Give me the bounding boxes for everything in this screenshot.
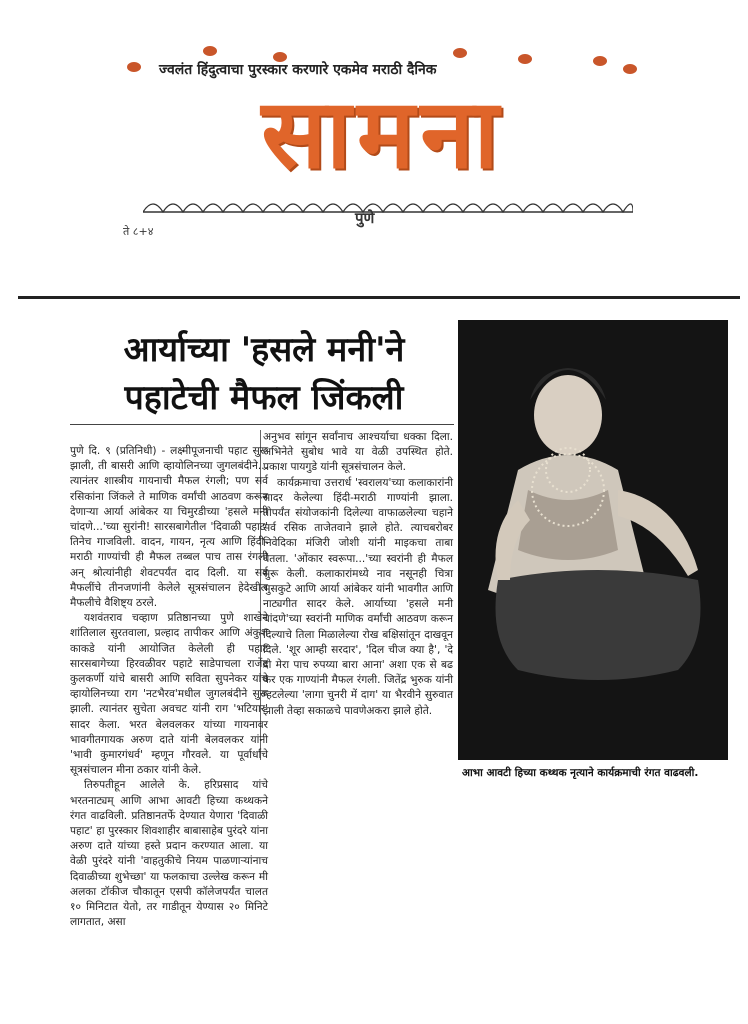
masthead-fence-decoration: [143, 190, 633, 220]
news-clipping: [18, 304, 740, 1014]
article-headline: आर्याच्या 'हसले मनी'ने पहाटेची मैफल जिंकली: [123, 330, 405, 418]
photo-caption: आभा आवटी हिच्या कथ्थक नृत्याने कार्यक्रमाची रंगत वाढवली.: [462, 767, 699, 779]
paragraph: तिरुपतीहून आलेले के. हरिप्रसाद यांचे भरतनाट्यम् आणि आभा आवटी हिच्या कथ्थकने रंगत वाढविली. प्रतिष्ठानतर्फे देण्यात येणारा 'दिवाळी पहाट' हा पुरस्कार शिवशाहीर बाबासाहेब पुरंदरे यांना अरुण दाते यांच्या हस्ते प्रदान करण्यात आला. या वेळी पुरंदरे यांनी 'वाहतुकीचे नियम पाळणाऱ्यांनाच दिवाळीच्या शुभेच्छा' या फलकाचा उल्लेख करून मी अलका टॉकीज चौकातून एसपी कॉलेजपर्यंत चालत १० मिनिटात येतो, तर गाडीतून येण्यास २० मिनिटे लागतात, असा: [70, 779, 268, 929]
newspaper-logo: सामना: [261, 78, 505, 190]
ornament-dot: [127, 62, 141, 72]
edition-label: पुणे: [355, 209, 375, 227]
paragraph: पुणे दि. ९ (प्रतिनिधी) - लक्ष्मीपूजनाची पहाट सुरू झाली, ती बासरी आणि व्हायोलिनच्या जुगलबंदीने... त्यानंतर शास्त्रीय गायनाची मैफल रंगली; पण सर्व रसिकांना जिंकले ते माणिक वर्मांची आठवण करून देणाऱ्या आर्या आंबेकर या चिमुरडीच्या 'हसले मनी चांदणे...'च्या सुरांनी! सारसबागेतील 'दिवाळी पहाट' तिनेच गाजविली. वादन, गायन, नृत्य आणि हिंदी-मराठी गाण्यांची ही मैफल तब्बल पाच तास रंगली अन् श्रोत्यांनीही शेवटपर्यंत दाद दिली. या सर्व मैफलींचे तीनजणांनी केलेले सूत्रसंचालन हेदेखील मैफलीचे वैशिष्ट्य ठरले.: [70, 445, 268, 610]
ornament-dot: [623, 64, 637, 74]
dancer-illustration: [458, 320, 728, 760]
newspaper-masthead: [123, 0, 642, 252]
article-column-2: [263, 430, 453, 719]
ornament-dot: [518, 54, 532, 64]
paragraph: यशवंतराव चव्हाण प्रतिष्ठानच्या पुणे शाखेने शांतिलाल सुरतवाला, प्रल्हाद तापीकर आणि अंकुश काकडे यांनी आयोजित केलेली ही पहाट सारसबागेच्या हिरवळीवर पहाटे साडेपाचला राजेंद्र कुलकर्णी यांचे बासरी आणि सविता सुपनेकर यांचे व्हायोलिनच्या राग 'नटभैरव'मधील जुगलबंदीने सुरू झाली. त्यानंतर सुचेता अवचट यांनी राग 'भटियार' सादर केला. भरत बेलवलकर यांच्या गायनावर भावगीतगायक अरुण दाते यांनी बेलवलकर यांनी 'भावी कुमारगंधर्व' म्हणून गौरवले. या पूर्वार्धाचे सूत्रसंचालन मीना ठकार यांनी केले.: [70, 612, 268, 777]
masthead-tagline: ज्वलंत हिंदुत्वाचा पुरस्कार करणारे एकमेव मराठी दैनिक: [159, 62, 437, 78]
headline-divider: [70, 424, 454, 425]
page-number: ते ८+४: [123, 225, 154, 238]
ornament-dot: [593, 56, 607, 66]
ornament-dot: [453, 48, 467, 58]
ornament-dot: [203, 46, 217, 56]
article-column-1: [70, 444, 268, 931]
paragraph: कार्यक्रमाचा उत्तरार्ध 'स्वरालय'च्या कलाकारांनी सादर केलेल्या हिंदी-मराठी गाण्यांनी झाला. तोपर्यंत संयोजकांनी दिलेल्या वाफाळलेल्या चहाने सर्व रसिक ताजेतवाने झाले होते. त्याचबरोबर निवेदिका मंजिरी जोशी यांनी माइकचा ताबा घेतला. 'ओंकार स्वरूपा...'च्या स्वरांनी ही मैफल सुरू केली. कलाकारांमध्ये नाव नसूनही चित्रा भुसकुटे आणि आर्या आंबेकर यांनी भावगीत आणि नाट्यगीत सादर केले. आर्याच्या 'हसले मनी चांदणे'च्या स्वरांनी माणिक वर्मांची आठवण करून दिल्याचे तिला मिळालेल्या रोख बक्षिसांतून दाखवून दिले. 'शूर आम्ही सरदार', 'दिल चीज क्या है', 'दे दो मेरा पाच रुपय्या बारा आना' अशा एक से बढ कर एक गाण्यांनी मैफल रंगली. जितेंद्र भुरुक यांनी म्हटलेल्या 'लागा चुनरी में दाग' या भैरवीने सुरुवात झाली तेव्हा सकाळचे पावणेअकरा झाले होते.: [263, 476, 453, 717]
paragraph: अनुभव सांगून सर्वांनाच आश्चर्याचा धक्का दिला. अभिनेते सुबोध भावे या वेळी उपस्थित होते. प्रकाश पायगुडे यांनी सूत्रसंचालन केले.: [263, 431, 453, 474]
dancer-photo: [458, 320, 728, 760]
